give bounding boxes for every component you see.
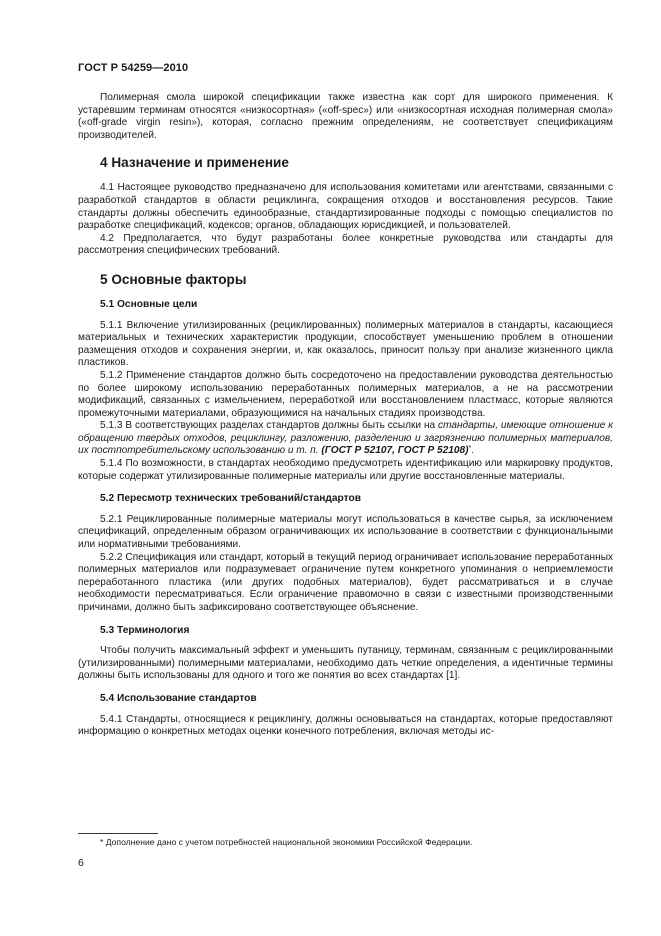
page-number: 6 — [78, 857, 84, 869]
paragraph-4-1: 4.1 Настоящее руководство предназначено для использования комитетами или агентствами, связанными с разработкой стандартов в области рециклинга, сокращения отходов и восстановления ресурсов. Такие стандарты должны обеспечить единообразные, стандартизированные подходы с помощью специалистов по разработке спецификаций, кодексов; органов, обладающих юрисдикцией, и пользователей. — [78, 182, 613, 232]
section-5-4-heading: 5.4 Использование стандартов — [100, 692, 257, 704]
paragraph-5-1-3-italic: стандарты, имеющие отношение к обращению твердых отходов, рециклингу, разложению, разделению и загрязнению полимерных материалов, их постпотребительскому использованию и т. п. — [78, 420, 613, 457]
paragraph-5-1-1: 5.1.1 Включение утилизированных (рециклированных) полимерных материалов в стандарты, касающиеся материальных и технических характеристик продукции, способствует уменьшению проблем в отношении размещения отходов и сохранения энергии, и, как оказалось, приносит пользу при анализе жизненного цикла пластиков. — [78, 319, 613, 369]
paragraph-5-4-1: 5.4.1 Стандарты, относящиеся к рециклингу, должны основываться на стандартах, которые предоставляют информацию о конкретных методах оценки конечного потребления, включая методы ис- — [78, 713, 613, 738]
paragraph-4-2: 4.2 Предполагается, что будут разработаны более конкретные руководства или стандарты для рассмотрения специфических требований. — [78, 232, 613, 257]
paragraph-5-1-2: 5.1.2 Применение стандартов должно быть сосредоточено на предоставлении руководства деятельностью по более широкому использованию переработанных полимерных материалов, а не на рассмотрении модификаций, связанных с измельчением, переработкой или восстановлением пластмасс, которые являются промежуточными материалами, образующимися на начальных стадиях производства. — [78, 369, 613, 419]
intro-paragraph: Полимерная смола широкой спецификации также известна как сорт для широкого применения. К устаревшим терминам относятся «низкосортная» («off-spec») или «низкосортная исходная полимерная смола» («off-grade virgin resin»), которая, согласно прежним определениям, не соответствует спецификациям производителей. — [78, 92, 613, 141]
section-5-3-heading: 5.3 Терминология — [100, 624, 190, 636]
footnote: * Дополнение дано с учетом потребностей национальной экономики Российской Федерации. — [100, 837, 473, 847]
paragraph-5-2-2: 5.2.2 Спецификация или стандарт, который в текущий период ограничивает использование переработанных полимерных материалов или подразумевает ограничение путем конкретного упоминания о неприемлемости переработанного пластика (или других подобных материалов), будет рассматриваться и в случае необходимости пересматриваться. Если ограничение правомочно в связи с известными производственными причинами, должно быть зафиксировано соответствующее объяснение. — [78, 551, 613, 613]
paragraph-5-1-3-start: 5.1.3 В соответствующих разделах стандартов должны быть ссылки на — [100, 420, 439, 432]
section-5-2-heading: 5.2 Пересмотр технических требований/стандартов — [100, 493, 361, 505]
paragraph-5-1-3 — [78, 420, 613, 458]
paragraph-5-1-4: 5.1.4 По возможности, в стандартах необходимо предусмотреть идентификацию или маркировку продуктов, которые содержат утилизированные полимерные материалы или другие восстановленные материалы. — [78, 458, 613, 482]
section-5-heading: 5 Основные факторы — [100, 271, 247, 287]
footnote-marker: * — [468, 445, 472, 453]
section-4-heading: 4 Назначение и применение — [100, 155, 289, 171]
document-id-header: ГОСТ Р 54259—2010 — [78, 62, 189, 74]
footnote-divider — [78, 833, 158, 834]
paragraph-5-2-1: 5.2.1 Рециклированные полимерные материалы могут использоваться в качестве сырья, за исключением спецификаций, определенным образом ограничивающих их использование в соответствии с функциональными или нормативными требованиями. — [78, 513, 613, 551]
page-content — [78, 92, 613, 739]
standards-reference: (ГОСТ Р 52107, ГОСТ Р 52108) — [321, 445, 469, 457]
paragraph-5-3: Чтобы получить максимальный эффект и уменьшить путаницу, терминам, связанным с рециклированными (утилизированными) полимерными материалами, необходимо дать четкие определения, а идентичные термины должны быть использованы для одного и того же понятия во всех стандартах [1]. — [78, 645, 613, 682]
section-5-1-heading: 5.1 Основные цели — [100, 298, 198, 310]
paragraph-5-1-3-end: . — [471, 445, 475, 457]
